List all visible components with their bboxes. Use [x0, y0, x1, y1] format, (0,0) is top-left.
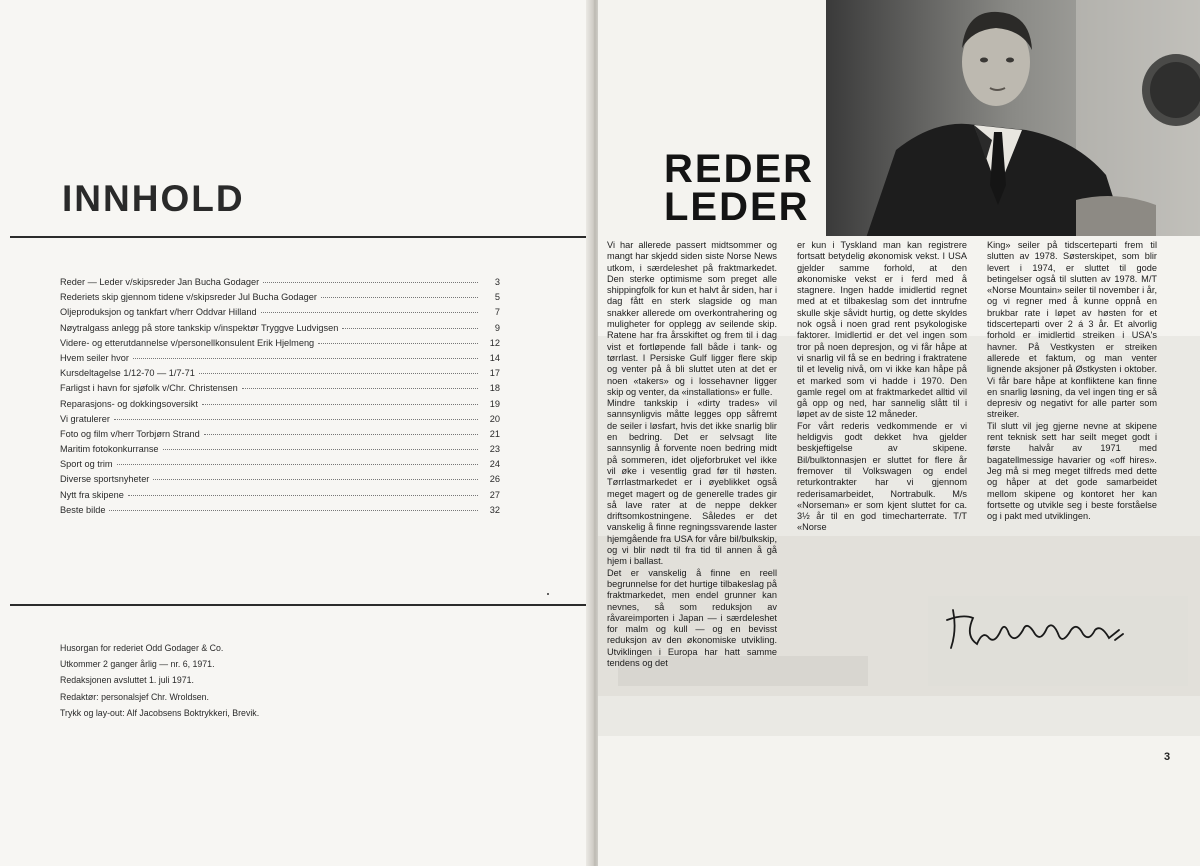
- toc-leader-dots: [342, 328, 478, 329]
- toc-entry: [60, 338, 500, 353]
- toc-entry-title: Vi gratulerer: [60, 413, 110, 424]
- toc-entry-page: 27: [489, 489, 500, 500]
- bottom-divider: [10, 604, 586, 606]
- toc-entry-title: Farligst i havn for sjøfolk v/Chr. Christensen: [60, 383, 238, 394]
- toc-leader-dots: [242, 388, 478, 389]
- toc-entry: [60, 490, 500, 505]
- toc-entry-title: Reder — Leder v/skipsreder Jan Bucha Godager: [60, 277, 260, 287]
- contents-page: [0, 0, 592, 866]
- toc-entry: [60, 474, 500, 489]
- toc-entry-page: 21: [489, 428, 500, 439]
- toc-entry: [60, 444, 500, 459]
- toc-entry-page: 20: [489, 413, 500, 424]
- toc-entry: [60, 399, 500, 414]
- toc-entry-title: Diverse sportsnyheter: [60, 474, 150, 485]
- toc-leader-dots: [261, 312, 478, 313]
- article-paragraph: er kun i Tyskland man kan registrere fortsatt betydelig økonomisk vekst. I USA gjelder samme forhold, at den økonomiske vekst er i ferd med å stagnere. Ingen hadde imidlertid regnet med at et tilbakeslag som det inntrufne skulle skje såvidt hurtig, og dette skyldes nok også i noen grad rent psykologiske faktorer. Imidlertid er det vel ingen som tror på noen depresjon, og vi får håpe at vi snarlig vil få se en bedring i fraktratene til et levelig nivå, om vi ikke kan håpe på et marked som vi hadde i 1970. Den gamle regel om at fraktmarkedet alltid vil gå opp og ned, har sannelig slått til i løpet av de siste 12 måneder.: [797, 240, 967, 420]
- toc-entry: [60, 383, 500, 398]
- editorial-page: [598, 0, 1200, 866]
- toc-entry-page: 24: [489, 459, 500, 470]
- toc-entry: [60, 277, 500, 292]
- toc-leader-dots: [109, 510, 478, 511]
- toc-entry-page: 12: [489, 337, 500, 348]
- article-column-1: [607, 240, 777, 669]
- toc-leader-dots: [263, 282, 478, 283]
- toc-entry-title: Rederiets skip gjennom tidene v/skipsreder Jul Bucha Godager: [60, 292, 317, 303]
- toc-leader-dots: [202, 404, 478, 405]
- contents-heading: INNHOLD: [62, 178, 245, 219]
- article-paragraph: Mindre tankskip i «dirty trades» vil sannsynligvis måtte legges opp såfremt de seiler i løsfart, hvis det ikke snarlig blir en bedring. Det er selvsagt lite sannsynlig å forvente noen bedring midt på sommeren, idet oljeforbruket vel ikke vil øke i vesentlig grad før til høsten. Tørrlastmarkedet er i øyeblikket også meget magert og de generelle trades gir så lave rater at de neppe dekker driftsomkostningene. Således er det vanskelig å finne regningssvarende laster hjemgående fra USA for våre bil/bulkskip, og vi blir nødt til fra tid til annen å gå hjem i ballast.: [607, 398, 777, 567]
- toc-entry-page: 32: [489, 504, 500, 515]
- toc-entry-page: 5: [494, 292, 500, 303]
- colophon: [60, 640, 259, 721]
- toc-entry-title: Videre- og etterutdannelse v/personellkonsulent Erik Hjelmeng: [60, 337, 315, 348]
- toc-leader-dots: [114, 419, 478, 420]
- toc-entry-page: 23: [489, 444, 500, 455]
- toc-entry-title: Foto og film v/herr Torbjørn Strand: [60, 428, 200, 439]
- toc-leader-dots: [321, 297, 478, 298]
- toc-entry-page: 3: [494, 277, 500, 287]
- toc-leader-dots: [318, 343, 478, 344]
- toc-entry-title: Sport og trim: [60, 459, 113, 470]
- colophon-line: Utkommer 2 ganger årlig — nr. 6, 1971.: [60, 659, 215, 670]
- toc-entry: [60, 429, 500, 444]
- portrait-photo: [826, 0, 1200, 238]
- table-of-contents: [60, 277, 500, 520]
- colophon-line: Husorgan for rederiet Odd Godager & Co.: [60, 643, 224, 653]
- toc-leader-dots: [133, 358, 478, 359]
- article-paragraph: King» seiler på tidscerteparti frem til slutten av 1978. Søsterskipet, som blir levert i 1974, er sluttet til gode betingelser også til slutten av 1978. M/T «Norse Mountain» seiler til november i år, og vi regner med å kunne oppnå en brukbar rate i løpet av høsten for et tidscerteparti over 2 á 3 år. Et alvorlig forhold er imidlertid streiken i USA's havner. På Vestkysten er streiken allerede et faktum, og man venter lignende aksjoner på Østkysten i oktober. Vi får bare håpe at konfliktene kan finne en snarlig løsning, da vel ingen ting er så depresiv og negativt for alle parter som streiker.: [987, 240, 1157, 420]
- toc-entry-title: Oljeproduksjon og tankfart v/herr Oddvar Hilland: [60, 307, 257, 318]
- decorative-dot: [547, 593, 549, 595]
- colophon-line: Trykk og lay-out: Alf Jacobsens Boktrykkeri, Brevik.: [60, 707, 260, 718]
- feature-title-line-1: REDER: [664, 147, 815, 191]
- toc-entry-title: Reparasjons- og dokkingsoversikt: [60, 398, 198, 409]
- toc-entry: [60, 307, 500, 322]
- toc-entry: [60, 353, 500, 368]
- toc-entry-title: Nøytralgass anlegg på store tankskip v/inspektør Tryggve Ludvigsen: [60, 322, 339, 333]
- toc-leader-dots: [128, 495, 478, 496]
- toc-entry: [60, 292, 500, 307]
- toc-entry-title: Maritim fotokonkurranse: [60, 444, 159, 455]
- toc-entry: [60, 459, 500, 474]
- toc-leader-dots: [204, 434, 478, 435]
- toc-leader-dots: [153, 479, 478, 480]
- feature-title: [664, 147, 815, 229]
- toc-entry-page: 7: [494, 307, 500, 318]
- toc-entry-page: 19: [489, 398, 500, 409]
- colophon-line: Redaksjonen avsluttet 1. juli 1971.: [60, 675, 194, 686]
- toc-entry-page: 9: [494, 322, 500, 333]
- article-column-2: [797, 240, 967, 534]
- toc-entry: [60, 505, 500, 520]
- toc-entry-page: 26: [489, 474, 500, 485]
- feature-title-line-2: LEDER: [664, 185, 810, 229]
- toc-entry-page: 18: [489, 383, 500, 394]
- toc-entry-title: Nytt fra skipene: [60, 489, 124, 500]
- handwritten-signature: [943, 600, 1133, 665]
- article-paragraph: Det er vanskelig å finne en reell begrunnelse for det hurtige tilbakeslag på fraktmarkedet, men endel grunner kan nevnes, så som reduksjon av råvareimporten i Japan — i særdeleshet for malm og kull — og en bevisst reduksjon av den økonomiske utvikling. Utviklingen i Europa har hatt samme tendens og det: [607, 567, 777, 668]
- toc-leader-dots: [163, 449, 478, 450]
- article-paragraph: Vi har allerede passert midtsommer og mangt har skjedd siden siste Norse News utkom, i særdeleshet på fraktmarkedet. Den sterke optimisme som preget alle shippingfolk for kun et halvt år siden, har i dag fått en sterk slagside og man snakker allerede om overkontrahering og muligheter for opplegg av seilende skip. Ratene har fra årsskiftet og frem til i dag vist et fortløpende fall både i tank- og tørrlast. I Persiske Gulf ligger flere skip og venter på å bli sluttet uten at det er noen «takers» og i lossehavner ligger skip og venter, da «installations» er fulle.: [607, 240, 777, 397]
- toc-entry: [60, 414, 500, 429]
- article-paragraph: Til slutt vil jeg gjerne nevne at skipene rent teknisk sett har seilt meget godt i første halvår av 1971 med bagatellmessige havarier og «off hires». Jeg må si meg meget tilfreds med dette og håper at det gode samarbeidet mellom skipene og kontoret her kan fortsette og utvikle seg i beste forståelse og i pakt med utviklingen.: [987, 420, 1157, 522]
- toc-leader-dots: [199, 373, 478, 374]
- top-divider: [10, 236, 586, 238]
- colophon-line: Redaktør: personalsjef Chr. Wroldsen.: [60, 691, 209, 702]
- toc-entry-page: 17: [489, 368, 500, 379]
- article-paragraph: For vårt rederis vedkommende er vi heldigvis godt dekket hva gjelder beskjeftigelse av skipene. Bil/bulktonnasjen er sluttet for flere år fremover til Volkswagen og endel returkontrakter har vi gjennom rederisamarbeidet, Nortrabulk. M/s «Norseman» er som kjent sluttet for ca. 3½ år til en god timecharterrate. T/T «Norse: [797, 420, 967, 533]
- toc-leader-dots: [117, 464, 478, 465]
- article-column-3: [987, 240, 1157, 522]
- toc-entry-page: 14: [489, 352, 500, 363]
- toc-entry-title: Hvem seiler hvor: [60, 352, 129, 363]
- toc-entry: [60, 323, 500, 338]
- page-number: 3: [1164, 751, 1171, 763]
- toc-entry-title: Beste bilde: [60, 504, 106, 515]
- toc-entry: [60, 368, 500, 383]
- toc-entry-title: Kursdeltagelse 1/12-70 — 1/7-71: [60, 368, 195, 379]
